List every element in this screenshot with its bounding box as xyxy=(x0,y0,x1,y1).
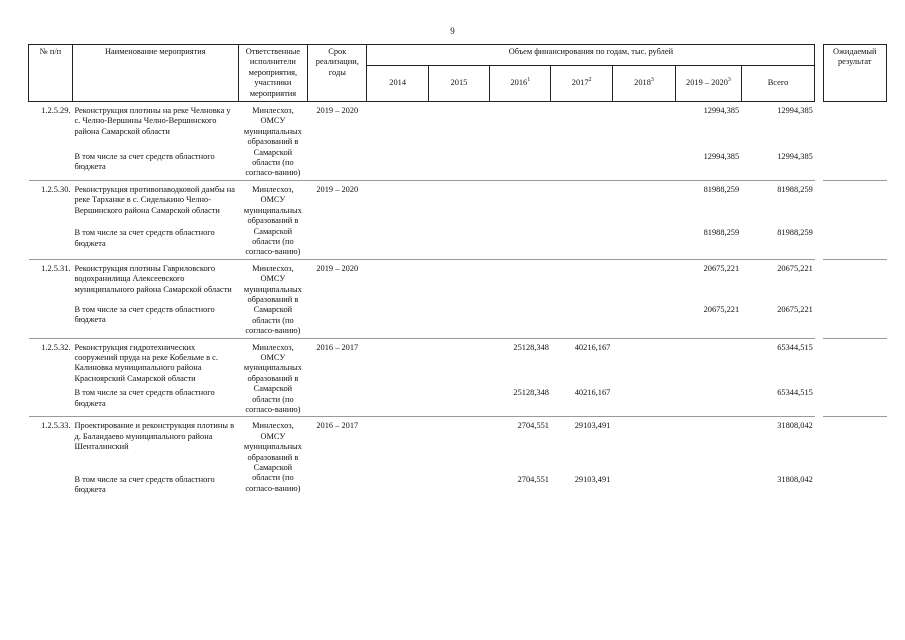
value-2019-2020 xyxy=(676,338,741,384)
value-2017: 40216,167 xyxy=(574,342,611,352)
header-2017 xyxy=(551,66,612,102)
value-2018 xyxy=(612,180,675,218)
header-2019-2020 xyxy=(676,66,741,102)
value-total: 31808,042 xyxy=(777,474,813,484)
header-gap xyxy=(815,45,823,102)
table-row xyxy=(29,417,887,453)
table-row xyxy=(29,102,887,138)
value-2014 xyxy=(367,259,428,301)
row-period: 2019 – 2020 xyxy=(316,263,359,273)
row-responsible: Минлесхоз, ОМСУ муниципальных образований в Самарской области (по согласо-ванию) xyxy=(243,106,302,178)
value-2019-2020 xyxy=(676,384,741,415)
value-2017: 29103,491 xyxy=(574,421,611,431)
value-total: 31808,042 xyxy=(777,421,813,431)
header-2017-footnote: 2 xyxy=(588,77,592,84)
row-name: Реконструкция плотины Гавриловского водохранилища Алексеевского муниципального района Самарской области xyxy=(74,263,232,294)
row-responsible: Минлесхоз, ОМСУ муниципальных образований в Самарской области (по согласо-ванию) xyxy=(243,263,302,336)
table-subrow xyxy=(29,218,887,257)
header-2016-label: 2016 xyxy=(510,78,528,88)
value-2014 xyxy=(367,218,428,257)
value-2015 xyxy=(428,384,489,415)
value-2017 xyxy=(551,102,612,138)
table-subrow xyxy=(29,301,887,337)
subrow-name: В том числе за счет средств областного бюджета xyxy=(74,228,215,248)
header-row-top xyxy=(29,45,887,66)
value-2019-2020: 20675,221 xyxy=(703,263,740,273)
table-row xyxy=(29,180,887,218)
value-2015 xyxy=(428,259,489,301)
header-name: Наименование мероприятия xyxy=(72,45,238,102)
value-2016 xyxy=(490,102,551,138)
value-2019-2020 xyxy=(676,453,741,502)
row-responsible: Минлесхоз, ОМСУ муниципальных образований в Самарской области (по согласо-ванию) xyxy=(243,421,302,493)
value-2018 xyxy=(612,138,675,179)
row-name: Проектирование и реконструкция плотины в д. Баландаево муниципального района Шенталинский xyxy=(74,421,235,452)
header-2018-footnote: 3 xyxy=(650,77,654,84)
value-2018 xyxy=(612,301,675,337)
header-2019-2020-footnote: 3 xyxy=(727,77,731,84)
value-2016: 2704,551 xyxy=(517,421,549,431)
value-total: 12994,385 xyxy=(777,106,813,116)
value-2017: 40216,167 xyxy=(574,388,611,398)
header-2015: 2015 xyxy=(428,66,489,102)
value-2019-2020: 81988,259 xyxy=(703,228,740,238)
value-2016 xyxy=(490,218,551,257)
header-2017-label: 2017 xyxy=(571,78,589,88)
value-2015 xyxy=(428,453,489,502)
table-subrow xyxy=(29,138,887,179)
value-2014 xyxy=(367,102,428,138)
value-2019-2020: 81988,259 xyxy=(703,184,740,194)
value-2015 xyxy=(428,301,489,337)
value-2014 xyxy=(367,180,428,218)
value-2016 xyxy=(490,259,551,301)
subrow-name: В том числе за счет средств областного бюджета xyxy=(74,151,215,172)
value-2018 xyxy=(612,417,675,453)
value-2014 xyxy=(367,301,428,337)
row-code: 1.2.5.30. xyxy=(41,184,71,194)
value-2015 xyxy=(428,180,489,218)
header-2016 xyxy=(490,66,551,102)
value-2017 xyxy=(551,259,612,301)
value-2015 xyxy=(428,102,489,138)
subrow-name: В том числе за счет средств областного бюджета xyxy=(74,304,215,325)
row-responsible: Минлесхоз, ОМСУ муниципальных образований в Самарской области (по согласо-ванию) xyxy=(243,184,302,257)
value-2019-2020: 12994,385 xyxy=(703,151,740,161)
header-result: Ожидаемый результат xyxy=(823,45,887,102)
row-code: 1.2.5.32. xyxy=(41,342,71,352)
row-period: 2016 – 2017 xyxy=(316,342,359,352)
row-period: 2016 – 2017 xyxy=(316,421,359,431)
value-2017 xyxy=(551,218,612,257)
value-2014 xyxy=(367,338,428,384)
value-2016: 25128,348 xyxy=(513,388,549,398)
page-number: 9 xyxy=(450,26,455,36)
row-period: 2019 – 2020 xyxy=(316,184,359,194)
value-2019-2020: 20675,221 xyxy=(703,304,740,314)
value-2014 xyxy=(367,453,428,502)
row-name: Реконструкция плотины на реке Челновка у с. Челно-Вершины Челно-Вершинского района Самарской области xyxy=(74,106,231,136)
header-total: Всего xyxy=(741,66,815,102)
value-total: 20675,221 xyxy=(777,263,813,273)
value-2016: 25128,348 xyxy=(513,342,549,352)
value-2015 xyxy=(428,417,489,453)
table-subrow xyxy=(29,384,887,415)
value-total: 65344,515 xyxy=(777,388,813,398)
table-row xyxy=(29,338,887,384)
row-code: 1.2.5.31. xyxy=(41,263,71,273)
table-subrow xyxy=(29,453,887,502)
financing-table xyxy=(28,44,887,501)
value-2018 xyxy=(612,384,675,415)
value-2017 xyxy=(551,138,612,179)
value-2016 xyxy=(490,138,551,179)
value-total: 12994,385 xyxy=(777,151,813,161)
value-2019-2020: 12994,385 xyxy=(703,106,740,116)
value-total: 20675,221 xyxy=(777,304,813,314)
value-2014 xyxy=(367,138,428,179)
value-2016 xyxy=(490,180,551,218)
value-2018 xyxy=(612,453,675,502)
value-2018 xyxy=(612,259,675,301)
value-2015 xyxy=(428,218,489,257)
value-total: 81988,259 xyxy=(777,184,813,194)
row-code: 1.2.5.33. xyxy=(41,421,71,431)
value-2018 xyxy=(612,102,675,138)
subrow-name: В том числе за счет средств областного бюджета xyxy=(74,388,215,408)
value-total: 81988,259 xyxy=(777,228,813,238)
table-row xyxy=(29,259,887,301)
value-2016 xyxy=(490,301,551,337)
row-name: Реконструкция гидротехнических сооружений пруда на реке Кобельме в с. Калиновка муниципального района Красноярский Самарской области xyxy=(74,342,218,383)
header-period: Срок реализации, годы xyxy=(308,45,367,102)
header-financing: Объем финансирования по годам, тыс. рублей xyxy=(367,45,815,66)
row-period: 2019 – 2020 xyxy=(316,106,359,116)
header-2014: 2014 xyxy=(367,66,428,102)
row-code: 1.2.5.29. xyxy=(41,106,71,116)
value-2017 xyxy=(551,301,612,337)
value-2017 xyxy=(551,180,612,218)
header-2018-label: 2018 xyxy=(634,78,651,88)
value-2014 xyxy=(367,417,428,453)
row-responsible: Минлесхоз, ОМСУ муниципальных образований в Самарской области (по согласо-ванию) xyxy=(243,342,302,414)
value-2018 xyxy=(612,218,675,257)
value-2015 xyxy=(428,138,489,179)
header-responsible: Ответственные исполнители мероприятия, участники мероприятия xyxy=(238,45,308,102)
value-2014 xyxy=(367,384,428,415)
value-2015 xyxy=(428,338,489,384)
header-2016-footnote: 1 xyxy=(527,77,531,84)
row-name: Реконструкция противопаводковой дамбы на реке Тарханке в с. Сиделькино Челно-Вершинского района Самарской области xyxy=(74,184,235,215)
header-2019-2020-label: 2019 – 2020 xyxy=(686,78,728,88)
value-2019-2020 xyxy=(676,417,741,453)
value-2016: 2704,551 xyxy=(517,474,549,484)
value-2017: 29103,491 xyxy=(574,474,611,484)
value-total: 65344,515 xyxy=(777,342,813,352)
header-2018 xyxy=(612,66,675,102)
value-2018 xyxy=(612,338,675,384)
subrow-name: В том числе за счет средств областного бюджета xyxy=(74,474,215,495)
header-num: № п/п xyxy=(29,45,73,102)
